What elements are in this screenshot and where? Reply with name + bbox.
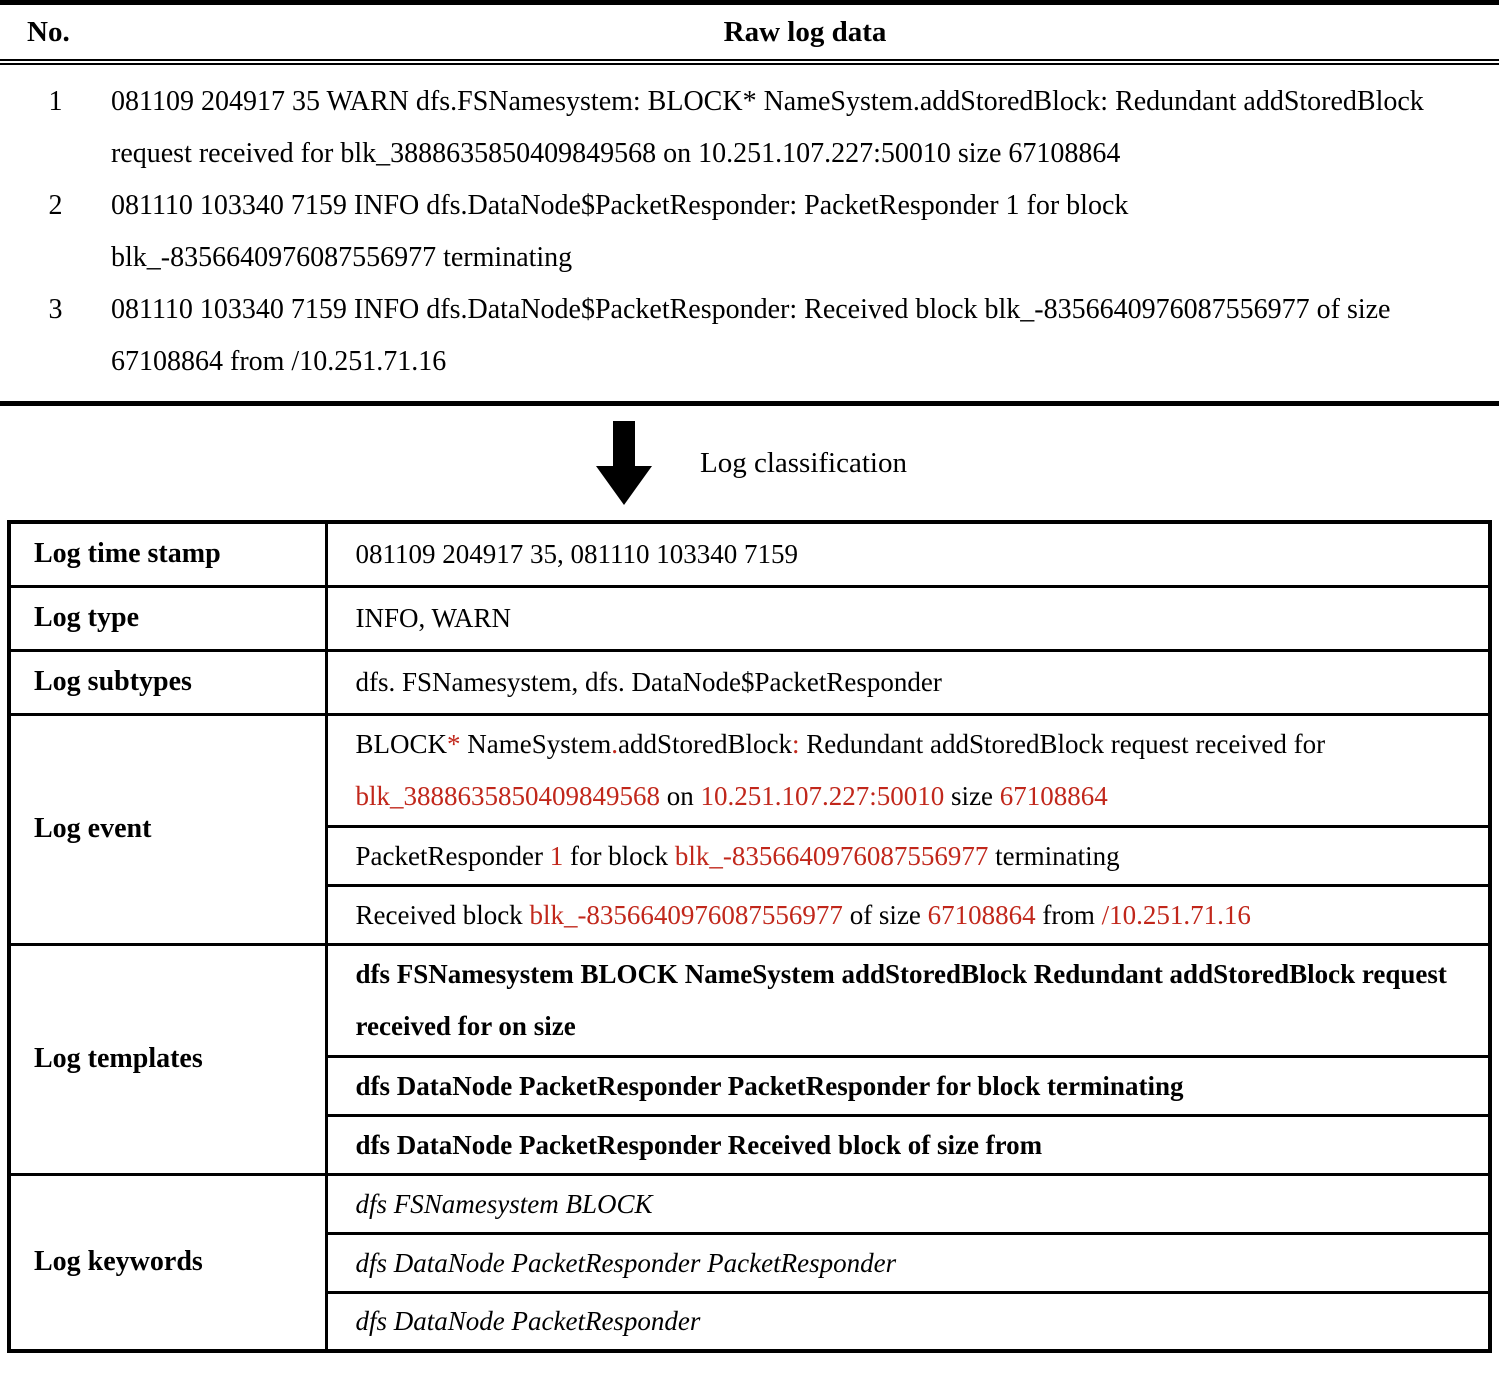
log-template-entry-2: dfs DataNode PacketResponder PacketResponder for block terminating [326,1056,1490,1115]
table-row [9,1174,1490,1233]
raw-log-row-number: 3 [48,294,63,325]
log-event-entry-2: PacketResponder 1 for block blk_-8356640976087556977 terminating [326,826,1490,885]
log-keyword-entry-2: dfs DataNode PacketResponder PacketResponder [326,1233,1490,1292]
log-event-entry-3: Received block blk_-8356640976087556977 of size 67108864 from /10.251.71.16 [326,885,1490,944]
arrow-label: Log classification [700,446,907,479]
log-template-entry-1: dfs FSNamesystem BLOCK NameSystem addStoredBlock Redundant addStoredBlock request received for on size [326,944,1490,1056]
log-event-entry-1: BLOCK* NameSystem.addStoredBlock: Redundant addStoredBlock request received for blk_3888635850409849568 on 10.251.107.227:50010 size 67108864 [326,714,1490,826]
table-row [9,714,1490,826]
log-keyword-entry-1: dfs FSNamesystem BLOCK [326,1174,1490,1233]
log-template-entry-3: dfs DataNode PacketResponder Received block of size from [326,1115,1490,1174]
raw-log-row-number: 1 [48,86,63,117]
raw-log-row-1 [0,76,1499,180]
raw-log-row-text: 081109 204917 35 WARN dfs.FSNamesystem: BLOCK* NameSystem.addStoredBlock: Redundant addStoredBlock request received for blk_3888635850409849568 on 10.251.107.227:50010 size 67108864 [111,86,1424,169]
down-arrow-icon [596,421,652,505]
raw-log-table-body [0,65,1499,401]
raw-log-table [0,0,1499,406]
raw-log-row-3 [0,284,1499,388]
table-row [9,522,1490,586]
row-label-log-event: Log event [9,714,326,944]
raw-header-no: No. [27,15,70,48]
table-row [9,586,1490,650]
raw-log-table-header [0,5,1499,65]
raw-header-raw-log-data: Raw log data [723,15,887,48]
log-keyword-entry-3: dfs DataNode PacketResponder [326,1292,1490,1351]
classification-table [7,520,1492,1353]
raw-log-row-number: 2 [48,190,63,221]
raw-log-row-text: 081110 103340 7159 INFO dfs.DataNode$PacketResponder: PacketResponder 1 for block blk_-8356640976087556977 terminating [111,190,1129,273]
row-label-log-subtypes: Log subtypes [9,650,326,714]
row-label-log-keywords: Log keywords [9,1174,326,1351]
log-classification-step [0,406,1499,520]
row-label-log-templates: Log templates [9,944,326,1174]
table-row [9,944,1490,1056]
log-subtypes-value: dfs. FSNamesystem, dfs. DataNode$PacketResponder [326,650,1490,714]
log-type-value: INFO, WARN [326,586,1490,650]
raw-log-row-text: 081110 103340 7159 INFO dfs.DataNode$PacketResponder: Received block blk_-8356640976087556977 of size 67108864 from /10.251.71.16 [111,294,1391,377]
row-label-log-type: Log type [9,586,326,650]
row-label-log-time-stamp: Log time stamp [9,522,326,586]
log-time-stamp-value: 081109 204917 35, 081110 103340 7159 [326,522,1490,586]
raw-log-row-2 [0,180,1499,284]
table-row [9,650,1490,714]
